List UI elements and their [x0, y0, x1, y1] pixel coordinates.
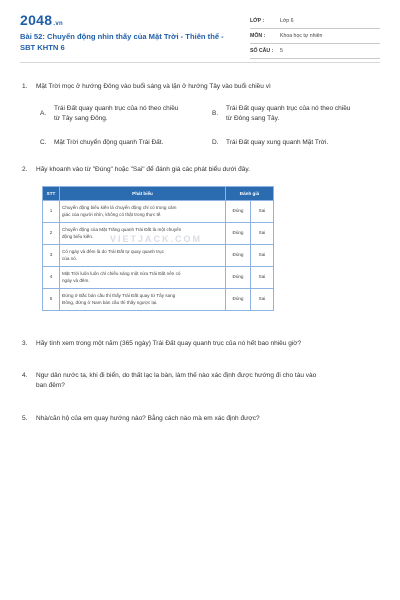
statement-line: Đông, đứng ở Nam bán cầu thì thấy ngược lại.: [62, 299, 158, 305]
statement-cell: [60, 245, 226, 267]
logo-suffix: .vn: [53, 21, 63, 27]
option-letter: A.: [40, 110, 47, 117]
table-row: [43, 245, 274, 267]
question-text: Hãy khoanh vào từ "Đúng" hoặc "Sai" để đánh giá các phát biểu dưới đây.: [36, 166, 250, 173]
question-3: [22, 339, 301, 349]
table-header-row: [43, 187, 274, 201]
question-text: Nhà/căn hộ của em quay hướng nào? Bằng cách nào mà em xác định được?: [36, 415, 260, 422]
false-option[interactable]: Sai: [251, 223, 274, 245]
statement-line: giác của người nhìn, không có thật trong thực tế.: [62, 211, 162, 217]
true-option[interactable]: Đúng: [226, 245, 251, 267]
question-text: Hãy tính xem trong một năm (365 ngày) Trái Đất quay quanh trục của nó hết bao nhiêu giờ?: [36, 340, 302, 347]
meta-box: [250, 14, 380, 59]
false-option[interactable]: Sai: [251, 289, 274, 311]
table-row: [43, 201, 274, 223]
statement-line: Mặt Trời luôn luôn chỉ chiếu sáng một nửa Trái Đất nên có: [62, 271, 181, 276]
question-2: [22, 165, 250, 175]
header-divider: [20, 62, 380, 63]
statement-line: Đứng ở Bắc bán cầu thì thấy Trái Đất quay từ Tây sang: [62, 293, 176, 298]
meta-label: SỐ CÂU :: [250, 48, 274, 54]
logo-main: 2048: [20, 12, 53, 28]
meta-row-class: [250, 14, 380, 29]
false-option[interactable]: Sai: [251, 201, 274, 223]
question-number: 2.: [22, 166, 28, 173]
option-line: Trái Đất quay xung quanh Mặt Trời.: [226, 139, 329, 146]
column-header: Phát biểu: [60, 187, 226, 201]
meta-value: 5: [280, 48, 283, 54]
meta-value: Lớp 6: [280, 18, 294, 24]
question-number: 3.: [22, 340, 28, 347]
true-option[interactable]: Đúng: [226, 223, 251, 245]
option-line: từ Tây sang Đông.: [54, 115, 108, 122]
row-number: 4: [43, 267, 60, 289]
table-row: [43, 267, 274, 289]
question-1: [22, 82, 271, 92]
site-logo[interactable]: [20, 12, 63, 28]
row-number: 1: [43, 201, 60, 223]
question-number: 4.: [22, 372, 28, 379]
false-option[interactable]: Sai: [251, 267, 274, 289]
row-number: 2: [43, 223, 60, 245]
question-number: 1.: [22, 83, 28, 90]
row-number: 5: [43, 289, 60, 311]
option-d[interactable]: [212, 138, 387, 150]
table-row: [43, 289, 274, 311]
option-b[interactable]: [212, 104, 387, 126]
evaluation-table: [42, 186, 274, 311]
statement-line: động biểu kiến.: [62, 233, 94, 239]
meta-label: LỚP :: [250, 18, 265, 24]
option-line: từ Đông sang Tây.: [226, 115, 280, 122]
column-header: Đánh giá: [226, 187, 274, 201]
meta-row-count: [250, 44, 380, 59]
question-4-continued: ban đêm?: [36, 382, 65, 389]
true-option[interactable]: Đúng: [226, 201, 251, 223]
meta-label: MÔN :: [250, 33, 266, 39]
question-text: Mặt Trời mọc ở hướng Đông vào buổi sáng và lặn ở hướng Tây vào buổi chiều vì: [36, 83, 271, 90]
statement-line: ngày và đêm.: [62, 277, 90, 283]
option-letter: D.: [212, 139, 219, 146]
statement-line: Chuyển động của Mặt Trăng quanh Trái Đất là một chuyển: [62, 227, 182, 232]
option-a[interactable]: [40, 104, 215, 126]
statement-cell: [60, 201, 226, 223]
option-letter: B.: [212, 110, 219, 117]
true-option[interactable]: Đúng: [226, 267, 251, 289]
true-option[interactable]: Đúng: [226, 289, 251, 311]
question-text: Ngư dân nước ta, khi đi biển, do thất lạc la bàn, làm thế nào xác định được hướng đi cho tàu vào: [36, 372, 317, 379]
meta-row-subject: [250, 29, 380, 44]
statement-line: Chuyển động biểu kiến là chuyển động chỉ có trong cảm: [62, 205, 177, 210]
page-title: Bài 52: Chuyển động nhìn thấy của Mặt Trời - Thiên thể - SBT KHTN 6: [20, 32, 224, 52]
option-line: Mặt Trời chuyển động quanh Trái Đất.: [54, 139, 164, 146]
statement-cell: [60, 289, 226, 311]
question-4: [22, 371, 382, 381]
false-option[interactable]: Sai: [251, 245, 274, 267]
option-line: Trái Đất quay quanh trục của nó theo chiều: [226, 105, 351, 112]
statement-cell: [60, 267, 226, 289]
option-letter: C.: [40, 139, 47, 146]
statement-line: của nó.: [62, 255, 78, 261]
option-c[interactable]: [40, 138, 215, 150]
question-number: 5.: [22, 415, 28, 422]
statement-line: Có ngày và đêm là do Trái Đất tự quay quanh trục: [62, 249, 164, 254]
column-header: STT: [43, 187, 60, 201]
meta-value: Khoa học tự nhiên: [280, 33, 323, 39]
watermark-text: VIETJACK.COM: [110, 234, 203, 244]
option-line: Trái Đất quay quanh trục của nó theo chiều: [54, 105, 179, 112]
question-5: [22, 414, 260, 424]
row-number: 3: [43, 245, 60, 267]
